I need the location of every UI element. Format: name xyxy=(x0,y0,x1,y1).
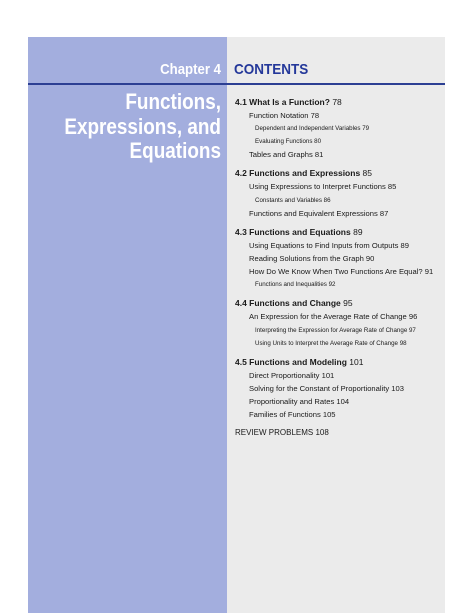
toc-entry[interactable]: Function Notation 78 xyxy=(249,111,320,120)
toc-entry[interactable]: Using Expressions to Interpret Functions 85 xyxy=(249,182,397,192)
toc-section xyxy=(235,167,443,219)
section-page: 78 xyxy=(332,97,342,107)
section-title: 4.4 Functions and Change xyxy=(235,298,341,309)
toc-entry[interactable]: Solving for the Constant of Proportionality 103 xyxy=(249,383,404,393)
section-heading[interactable] xyxy=(235,356,443,369)
chapter-label: Chapter 4 xyxy=(160,61,221,78)
section-title: 4.5 Functions and Modeling xyxy=(235,356,347,367)
toc-entry[interactable]: Functions and Equivalent Expressions 87 xyxy=(249,208,389,218)
contents-heading: CONTENTS xyxy=(234,61,309,78)
toc-entry[interactable]: An Expression for the Average Rate of Change 96 xyxy=(249,312,418,322)
chapter-title xyxy=(55,90,221,164)
chapter-title-line: Equations xyxy=(129,138,221,163)
section-heading[interactable] xyxy=(235,297,443,310)
toc-section xyxy=(235,297,443,349)
toc-section xyxy=(235,226,443,292)
chapter-title-line: Functions, xyxy=(125,89,221,114)
toc-subentry[interactable]: Using Units to Interpret the Average Rate of Change 98 xyxy=(255,339,407,347)
section-heading[interactable] xyxy=(235,96,443,109)
chapter-title-line: Expressions, and xyxy=(64,113,221,139)
section-heading[interactable] xyxy=(235,167,443,180)
toc-subentry[interactable]: Functions and Inequalities 92 xyxy=(255,281,336,289)
section-page: 101 xyxy=(349,356,364,367)
toc-entry[interactable]: How Do We Know When Two Functions Are Equal? 91 xyxy=(249,267,434,277)
section-page: 95 xyxy=(343,298,353,309)
header-rule xyxy=(28,83,445,85)
toc-entry[interactable]: Families of Functions 105 xyxy=(249,410,336,420)
section-page: 89 xyxy=(353,226,363,237)
review-problems[interactable]: REVIEW PROBLEMS 108 xyxy=(235,428,329,438)
table-of-contents xyxy=(235,96,443,439)
toc-entry[interactable]: Direct Proportionality 101 xyxy=(249,370,335,380)
toc-entry[interactable]: Tables and Graphs 81 xyxy=(249,150,324,160)
toc-entry[interactable]: Using Equations to Find Inputs from Outputs 89 xyxy=(249,240,409,250)
section-title: 4.3 Functions and Equations xyxy=(235,226,351,237)
toc-subentry[interactable]: Dependent and Independent Variables 79 xyxy=(255,125,370,133)
section-title: 4.1 What Is a Function? xyxy=(235,97,330,107)
toc-section xyxy=(235,96,443,161)
section-heading[interactable] xyxy=(235,226,443,239)
toc-subentry[interactable]: Evaluating Functions 80 xyxy=(255,138,322,146)
toc-section xyxy=(235,356,443,422)
toc-entry[interactable]: Proportionality and Rates 104 xyxy=(249,397,350,407)
toc-subentry[interactable]: Interpreting the Expression for Average Rate of Change 97 xyxy=(255,326,416,334)
toc-entry[interactable]: Reading Solutions from the Graph 90 xyxy=(249,254,375,264)
toc-subentry[interactable]: Constants and Variables 86 xyxy=(255,196,331,204)
section-title: 4.2 Functions and Expressions xyxy=(235,168,361,179)
section-page: 85 xyxy=(362,168,373,179)
